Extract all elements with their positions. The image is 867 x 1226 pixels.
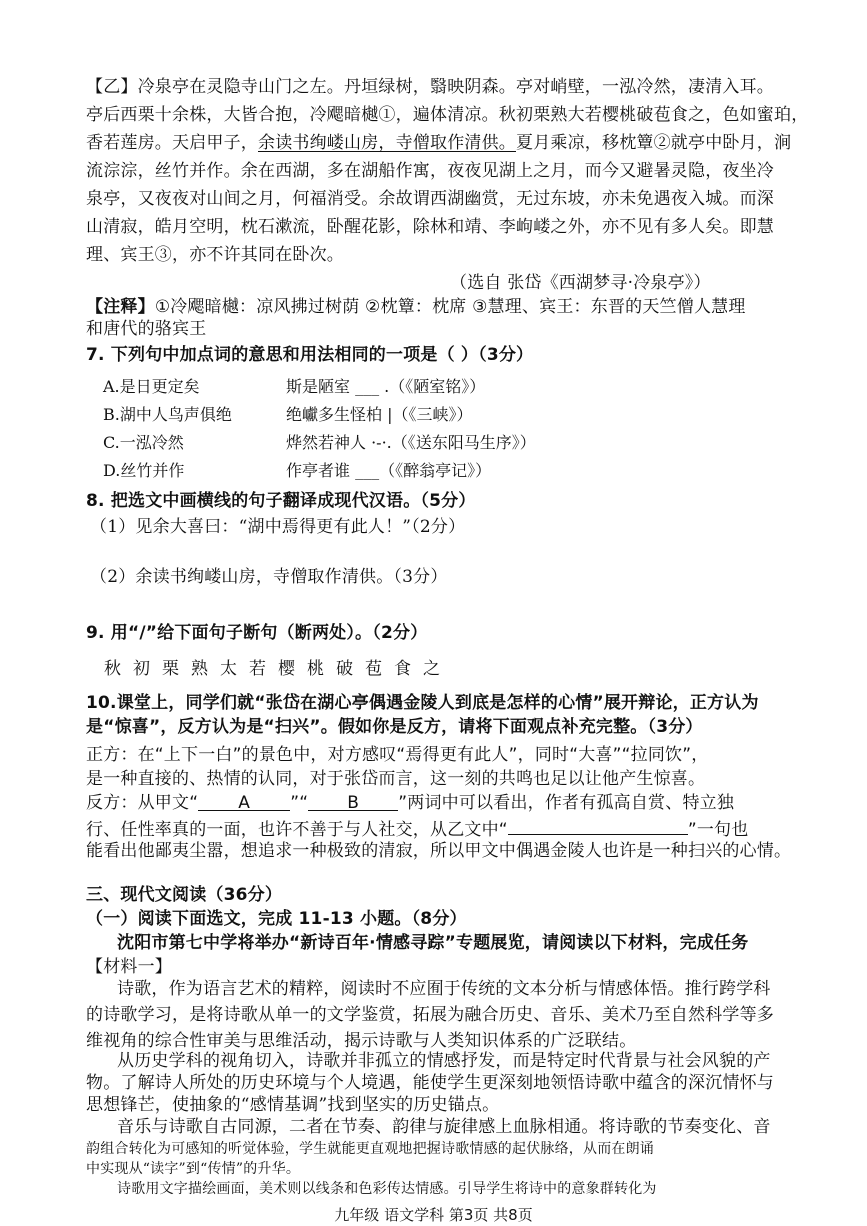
q10-stem-1: 10.课堂上，同学们就“张岱在湖心亭偶遇金陵人到底是怎样的心情”展开辩论，正方认为 <box>86 693 759 713</box>
passage-line-3-head: 香若莲房。天启甲子， <box>86 133 258 153</box>
material-label: 【材料一】 <box>86 957 172 977</box>
q10-con-2b: ”一句也 <box>687 820 749 840</box>
material-para-6: 思想锋芒，使抽象的“感情基调”找到坚实的历史锚点。 <box>86 1095 500 1115</box>
passage-line-4: 流淙淙，丝竹并作。余在西湖，多在湖船作寓，夜夜见湖上之月，而今又避暑灵隐，夜坐冷 <box>86 161 774 181</box>
material-para-7: 音乐与诗歌自古同源，二者在节奏、韵律与旋律感上血脉相通。将诗歌的节奏变化、音 <box>117 1117 771 1137</box>
q7-option-a-left: A.是日更定矣 <box>103 377 200 396</box>
q10-con-2 <box>86 816 748 841</box>
passage-line-6: 山清寂，皓月空明，枕石漱流，卧醒花影，除林和靖、李岣嵝之外，亦不见有多人矣。即慧 <box>86 217 774 237</box>
q10-con-2a: 行、任性率真的一面，也许不善于与人社交，从乙文中“ <box>86 820 508 840</box>
q8-sub-1: （1）见余大喜曰：“湖中焉得更有此人！”（2分） <box>90 517 466 537</box>
underlined-sentence: 余读书绚嵝山房，寺僧取作清供。 <box>258 133 516 153</box>
material-para-4: 从历史学科的视角切入，诗歌并非孤立的情感抒发，而是特定时代背景与社会风貌的产 <box>117 1051 771 1071</box>
notes-line-1 <box>86 296 746 318</box>
q10-stem-2: 是“惊喜”，反方认为是“扫兴”。假如你是反方，请将下面观点补充完整。（3分） <box>86 717 703 737</box>
q10-pro-2: 是一种直接的、热情的认同，对于张岱而言，这一刻的共鸣也足以让他产生惊喜。 <box>86 769 706 789</box>
q10-con-1b: ”“ <box>290 793 309 813</box>
material-para-8: 韵组合转化为可感知的听觉体验，学生就能更直观地把握诗歌情感的起伏脉络，从而在朗诵 <box>86 1141 654 1157</box>
q7-option-b-right: 绝巘多生怪柏 |（《三峡》） <box>286 405 473 424</box>
passage-line-3-tail: 夏月乘凉，移枕簟②就亭中卧月，涧 <box>516 133 792 153</box>
blank-a[interactable]: A <box>198 792 290 811</box>
material-para-1: 诗歌，作为语言艺术的精粹，阅读时不应囿于传统的文本分析与情感体悟。推行跨学科 <box>117 979 771 999</box>
q7-option-a-right: 斯是陋室 ___ .（《陋室铭》） <box>286 377 486 396</box>
material-para-2: 的诗歌学习，是将诗歌从单一的文学鉴赏，拓展为融合历史、音乐、美术乃至自然科学等多 <box>86 1005 774 1025</box>
q10-pro-1: 正方：在“上下一白”的景色中，对方感叹“焉得更有此人”，同时“大喜”“拉同饮”， <box>86 745 709 765</box>
q8-sub-2: （2）余读书绚嵝山房，寺僧取作清供。（3分） <box>90 567 448 587</box>
passage-line-2: 亭后西栗十余株，大皆合抱，冷飔暗樾①，遍体清凉。秋初栗熟大若樱桃破苞食之，色如蜜珀， <box>86 105 809 125</box>
section3-sub: （一）阅读下面选文，完成 11-13 小题。（8分） <box>86 909 467 929</box>
q7-option-d-left: D.丝竹并作 <box>103 461 185 480</box>
passage-line-7: 理、宾王③，亦不许其同在卧次。 <box>86 245 344 265</box>
q7-option-b-left: B.湖中人鸟声俱绝 <box>103 405 232 424</box>
q10-con-1a: 反方：从甲文“ <box>86 793 199 813</box>
material-para-5: 物。了解诗人所处的历史环境与个人境遇，能使学生更深刻地领悟诗歌中蕴含的深沉情怀与 <box>86 1073 774 1093</box>
passage-line-1: 【乙】冷泉亭在灵隐寺山门之左。丹垣绿树，翳映阴森。亭对峭壁，一泓冷然，凄清入耳。 <box>86 77 774 97</box>
notes-text-1: ①冷飔暗樾：凉风拂过树荫 ②枕簟：枕席 ③慧理、宾王：东晋的天竺僧人慧理 <box>154 297 746 317</box>
q9-sentence: 秋初栗熟太若樱桃破苞食之 <box>104 659 452 679</box>
blank-c[interactable] <box>508 816 688 835</box>
q9-stem: 9. 用“/”给下面句子断句（断两处）。（2分） <box>86 623 428 643</box>
blank-b[interactable]: B <box>308 792 398 811</box>
material-para-3: 维视角的综合性审美与思维活动，揭示诗歌与人类知识体系的广泛联结。 <box>86 1031 637 1051</box>
q7-stem: 7. 下列句中加点词的意思和用法相同的一项是（ ）（3分） <box>86 345 534 365</box>
passage-line-5: 泉亭，又夜夜对山间之月，何福消受。余故谓西湖幽赏，无过东坡，亦未免遇夜入城。而深 <box>86 189 774 209</box>
q8-stem: 8. 把选文中画横线的句子翻译成现代汉语。（5分） <box>86 491 476 511</box>
q7-option-d-right: 作亭者谁 ___（《醉翁亭记》） <box>286 461 492 480</box>
passage-line-3 <box>86 132 791 154</box>
q7-option-c-left: C.一泓冷然 <box>103 433 184 452</box>
q7-option-c-right: 烨然若神人 ·-·.（《送东阳马生序》） <box>286 433 536 452</box>
q10-con-3: 能看出他鄙夷尘嚣，想追求一种极致的清寂，所以甲文中偶遇金陵人也许是一种扫兴的心情。 <box>86 841 792 861</box>
passage-source: （选自 张岱《西湖梦寻·冷泉亭》） <box>450 273 711 293</box>
material-para-10: 诗歌用文字描绘画面，美术则以线条和色彩传达情感。引导学生将诗中的意象群转化为 <box>117 1181 657 1197</box>
page-footer: 九年级 语文学科 第3页 共8页 <box>334 1206 533 1224</box>
section3-title: 三、现代文阅读（36分） <box>86 885 283 905</box>
q10-con-1c: ”两词中可以看出，作者有孤高自赏、特立独 <box>398 793 735 813</box>
material-para-9: 中实现从“读字”到“传情”的升华。 <box>86 1161 301 1177</box>
notes-line-2: 和唐代的骆宾王 <box>86 319 207 339</box>
q10-con-1 <box>86 792 734 814</box>
notes-label: 【注释】 <box>86 297 155 317</box>
section3-intro: 沈阳市第七中学将举办“新诗百年·情感寻踪”专题展览，请阅读以下材料，完成任务 <box>117 933 749 953</box>
